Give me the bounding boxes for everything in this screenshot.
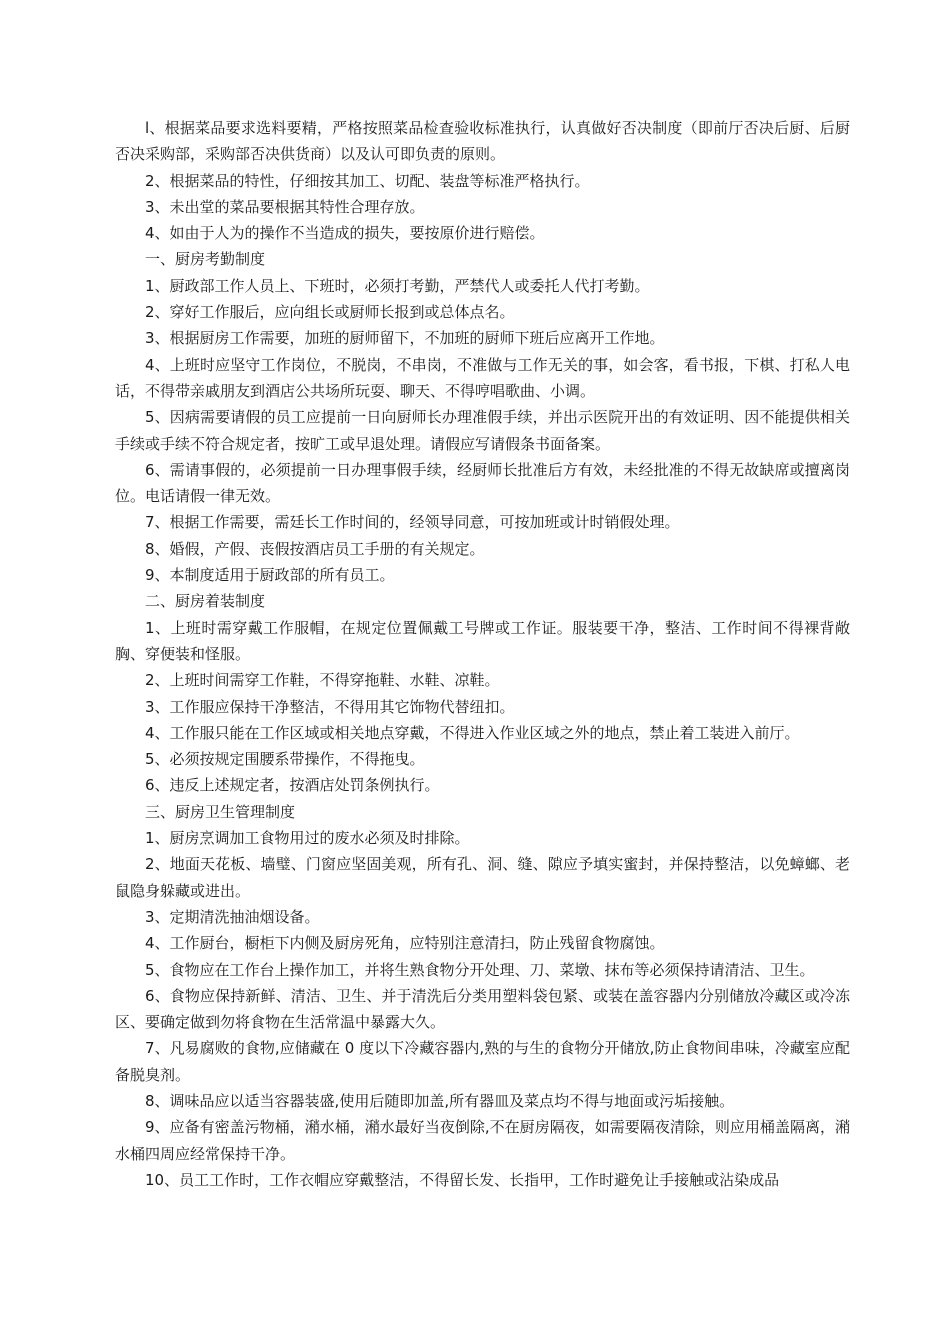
paragraph: 7、凡易腐败的食物,应储藏在 0 度以下冷藏容器内,熟的与生的食物分开储放,防止食物间串味，冷藏室应配备脱臭剂。 — [115, 1039, 850, 1084]
paragraph: 2、地面天花板、墙璧、门窗应坚固美观，所有孔、洞、缝、隙应予填实蜜封，并保持整洁，以免蟑螂、老鼠隐身躲藏或进出。 — [115, 855, 850, 900]
paragraph: 5、因病需要请假的员工应提前一日向厨师长办理准假手续，并出示医院开出的有效证明、因不能提供相关手续或手续不符合规定者，按旷工或早退处理。请假应写请假条书面备案。 — [115, 408, 850, 453]
paragraph: 3、工作服应保持干净整洁，不得用其它饰物代替纽扣。 — [145, 697, 515, 716]
paragraph: 10、员工工作时，工作衣帽应穿戴整洁，不得留长发、长指甲，工作时避免让手接触或沾染成品 — [145, 1170, 780, 1189]
paragraph: 3、根据厨房工作需要，加班的厨师留下，不加班的厨师下班后应离开工作地。 — [145, 329, 665, 348]
document-body — [115, 115, 850, 1193]
paragraph: l、根据菜品要求选料要精，严格按照菜品检查验收标准执行，认真做好否决制度（即前厅否决后厨、后厨否决采购部，采购部否决供货商）以及认可即负责的原则。 — [115, 119, 850, 164]
section-heading: 二、厨房着装制度 — [145, 592, 266, 611]
paragraph: 1、上班时需穿戴工作服帽，在规定位置佩戴工号牌或工作证。服装要干净，整洁、工作时间不得裸背敞胸、穿便装和怪服。 — [115, 618, 850, 663]
paragraph: 9、应备有密盖污物桶，潲水桶，潲水最好当夜倒除,不在厨房隔夜，如需要隔夜清除，则应用桶盖隔离，潲水桶四周应经常保持干净。 — [115, 1118, 850, 1163]
paragraph: 3、未出堂的菜品要根据其特性合理存放。 — [145, 197, 425, 216]
paragraph: 1、厨房烹调加工食物用过的废水必须及时排除。 — [145, 829, 470, 848]
paragraph: 8、婚假，产假、丧假按酒店员工手册的有关规定。 — [145, 539, 485, 558]
section-heading: 一、厨房考勤制度 — [145, 250, 266, 269]
paragraph: 8、调味品应以适当容器装盛,使用后随即加盖,所有器皿及菜点均不得与地面或污垢接触。 — [145, 1091, 735, 1110]
paragraph: 4、工作服只能在工作区域或相关地点穿戴，不得进入作业区域之外的地点，禁止着工装进入前厅。 — [145, 723, 800, 742]
paragraph: 2、根据菜品的特性，仔细按其加工、切配、装盘等标准严格执行。 — [145, 171, 590, 190]
paragraph: 6、违反上述规定者，按酒店处罚条例执行。 — [145, 776, 440, 795]
paragraph: 2、穿好工作服后，应向组长或厨师长报到或总体点名。 — [145, 303, 515, 322]
paragraph: 5、食物应在工作台上操作加工，并将生熟食物分开处理、刀、菜墩、抹布等必须保持请清洁、卫生。 — [145, 960, 815, 979]
paragraph: 6、需请事假的，必须提前一日办理事假手续，经厨师长批准后方有效，未经批准的不得无故缺席或擅离岗位。电话请假一律无效。 — [115, 460, 850, 506]
paragraph: 4、上班时应坚守工作岗位，不脱岗，不串岗，不准做与工作无关的事，如会客，看书报，下棋、打私人电话，不得带亲戚朋友到酒店公共场所玩耍、聊天、不得哼唱歌曲、小调。 — [115, 355, 850, 400]
paragraph: 7、根据工作需要，需廷长工作时间的，经领导同意，可按加班或计时销假处理。 — [145, 513, 680, 532]
paragraph: 5、必须按规定围腰系带操作，不得拖曳。 — [145, 750, 425, 769]
paragraph: 9、本制度适用于厨政部的所有员工。 — [145, 566, 395, 585]
paragraph: 4、工作厨台，橱柜下内侧及厨房死角，应特别注意清扫，防止残留食物腐蚀。 — [145, 934, 665, 953]
paragraph: 4、如由于人为的操作不当造成的损失，要按原价进行赔偿。 — [145, 224, 545, 243]
section-heading: 三、厨房卫生管理制度 — [145, 802, 296, 821]
paragraph: 2、上班时间需穿工作鞋，不得穿拖鞋、水鞋、凉鞋。 — [145, 671, 500, 690]
paragraph: 6、食物应保持新鲜、清洁、卫生、并于清洗后分类用塑料袋包紧、或装在盖容器内分别储放冷藏区或冷冻区、要确定做到勿将食物在生活常温中暴露大久。 — [115, 986, 850, 1032]
paragraph: 3、定期清洗抽油烟设备。 — [145, 907, 320, 926]
paragraph: 1、厨政部工作人员上、下班时，必须打考勤，严禁代人或委托人代打考勤。 — [145, 276, 650, 295]
